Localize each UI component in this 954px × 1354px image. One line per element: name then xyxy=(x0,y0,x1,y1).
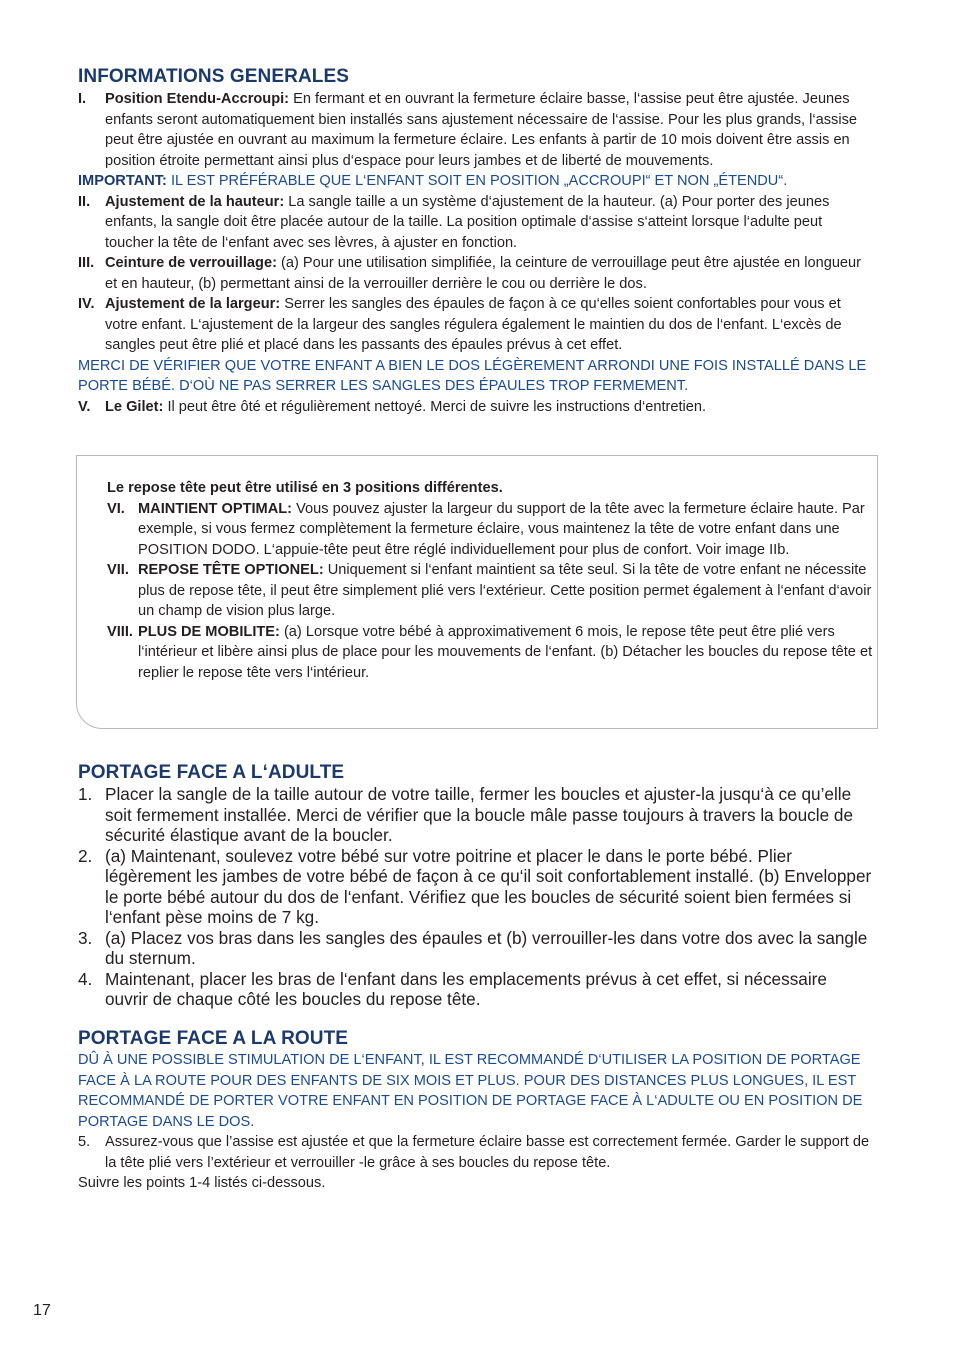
list-item xyxy=(78,294,874,356)
list-item xyxy=(78,397,874,418)
list-item xyxy=(78,192,874,254)
important-text: IL EST PRÉFÉRABLE QUE L‘ENFANT SOIT EN POSITION „ACCROUPI“ ET NON „ÉTENDU“. xyxy=(166,173,788,189)
item-text: La sangle taille a un système d‘ajustement de la hauteur. (a) Pour porter des jeunes enfants, la sangle doit être placée autour de la taille. La position optimale d‘assise s‘atteint lorsque l‘adulte peut toucher la tête de l‘enfant avec ses lèvres, à ajuster en fonction. xyxy=(105,193,830,251)
item-text: En fermant et en ouvrant la fermeture éclaire basse, l‘assise peut être ajustée. Jeunes enfants seront automatiquement bien installés sans ajustement nécessaire de l‘assise. Pour les plus grands, l‘assise peut être ajustée en ouvrant au maximum la fermeture éclaire. Les enfants à partir de 10 mois doivent être assis en position étroite permettant ainsi plus d‘espace pour leurs jambes et de liberté de mouvements. xyxy=(105,91,857,169)
section-title-portage-face-route: PORTAGE FACE A LA ROUTE xyxy=(78,1028,349,1049)
list-item xyxy=(78,784,874,846)
item-number: VIII. xyxy=(107,623,133,640)
item-number: V. xyxy=(78,398,91,415)
adult-facing-steps xyxy=(78,784,874,1010)
merci-note: MERCI DE VÉRIFIER QUE VOTRE ENFANT A BIEN LE DOS LÉGÈREMENT ARRONDI UNE FOIS INSTALLÉ DANS LE PORTE BÉBÉ. D‘OÙ NE PAS SERRER LES SANGLES DES ÉPAULES TROP FERMEMENT. xyxy=(78,357,867,394)
box-heading: Le repose tête peut être utilisé en 3 positions différentes. xyxy=(107,480,503,496)
list-item xyxy=(78,846,874,928)
item-label: Ajustement de la largeur: xyxy=(105,296,281,312)
section-title-portage-face-adulte: PORTAGE FACE A L‘ADULTE xyxy=(78,762,345,783)
item-number: 1. xyxy=(78,784,93,804)
list-item xyxy=(78,969,874,1010)
list-item xyxy=(78,253,874,294)
item-label: MAINTIENT OPTIMAL: xyxy=(138,500,293,517)
item-label: Ceinture de verrouillage: xyxy=(105,255,277,271)
item-number: 5. xyxy=(78,1134,91,1150)
item-label: Le Gilet: xyxy=(105,398,164,415)
item-text: Il peut être ôté et régulièrement nettoyé. Merci de suivre les instructions d‘entretien. xyxy=(163,398,707,415)
item-label: REPOSE TÊTE OPTIONEL: xyxy=(138,562,324,578)
list-item xyxy=(107,560,873,622)
item-text: Placer la sangle de la taille autour de votre taille, fermer les boucles et ajuster-la jusqu‘à ce qu’elle soit fermement installée. Merci de vérifier que la boucle mâle passe toujours à travers la boucle de sécurité élastique avant de la boucler. xyxy=(105,784,854,845)
item-number: VI. xyxy=(107,500,125,517)
item-text: Uniquement si l‘enfant maintient sa tête seul. Si la tête de votre enfant ne nécessite plus de repose tête, il peut être simplement plié vers l‘extérieur. Cette position permet également à l‘enfant d‘avoir un champ de vision plus large. xyxy=(138,562,872,619)
footer-instruction: Suivre les points 1-4 listés ci-dessous. xyxy=(78,1175,326,1191)
item-text: (a) Lorsque votre bébé à approximativement 6 mois, le repose tête peut être plié vers l‘intérieur et libère ainsi plus de place pour les mouvements de l‘enfant. (b) Détacher les boucles du repose tête et replier le repose tête vers l‘intérieur. xyxy=(138,623,873,681)
list-item xyxy=(107,499,873,561)
item-label: Position Etendu-Accroupi: xyxy=(105,91,290,107)
item-number: VII. xyxy=(107,562,129,578)
list-item xyxy=(78,928,874,969)
item-text: (a) Maintenant, soulevez votre bébé sur votre poitrine et placer le dans le porte bébé. Plier légèrement les jambes de votre bébé de façon à ce qu‘il soit confortablement installé. (b) Envelopper le porte bébé autour du dos de l‘enfant. Vérifiez que les boucles de sécurité soient bien fermées si l‘enfant pèse moins de 7 kg. xyxy=(105,845,872,927)
item-number: 4. xyxy=(78,968,93,989)
item-number: 3. xyxy=(78,927,93,948)
general-info-list xyxy=(78,89,874,417)
item-text: Vous pouvez ajuster la largeur du support de la tête avec la fermeture éclaire haute. Par exemple, si vous fermez complètement la fermeture éclaire, vous maintenez la tête de votre enfant dans une POSITION DODO. L‘appuie-tête peut être réglé individuellement pour plus de confort. Voir image IIb. xyxy=(138,500,865,558)
item-text: (a) Placez vos bras dans les sangles des épaules et (b) verrouiller-les dans votre dos avec la sangle du sternum. xyxy=(105,927,868,968)
page-number: 17 xyxy=(33,1302,51,1319)
section-title-informations-generales: INFORMATIONS GENERALES xyxy=(78,66,350,87)
road-facing-content xyxy=(78,1050,874,1194)
head-rest-list xyxy=(107,478,873,683)
list-item xyxy=(78,1132,874,1173)
item-text: Maintenant, placer les bras de l‘enfant dans les emplacements prévus à cet effet, si nécessaire ouvrir de chaque côté les boucles du repose tête. xyxy=(105,968,827,1009)
road-facing-warning: DÛ À UNE POSSIBLE STIMULATION DE L‘ENFANT, IL EST RECOMMANDÉ D‘UTILISER LA POSITION DE PORTAGE FACE À LA ROUTE POUR DES ENFANTS DE SIX MOIS ET PLUS. POUR DES DISTANCES PLUS LONGUES, IL EST RECOMMANDÉ DE PORTER VOTRE ENFANT EN POSITION DE PORTAGE FACE À L‘ADULTE OU EN POSITION DE PORTAGE DANS LE DOS. xyxy=(78,1052,863,1130)
item-text: (a) Pour une utilisation simplifiée, la ceinture de verrouillage peut être ajustée en longueur et en hauteur, (b) permettant ainsi de la verrouiller derrière le cou ou derrière le dos. xyxy=(105,255,862,292)
item-text: Assurez-vous que l’assise est ajustée et que la fermeture éclaire basse est correctement fermée. Garder le support de la tête plié vers l’extérieur et verrouiller -le grâce à ses boucles du repose tête. xyxy=(105,1134,870,1171)
item-label: PLUS DE MOBILITE: xyxy=(138,623,280,640)
item-number: IV. xyxy=(78,296,95,312)
item-number: II. xyxy=(78,193,91,210)
item-label: Ajustement de la hauteur: xyxy=(105,193,285,210)
item-number: 2. xyxy=(78,845,93,866)
important-label: IMPORTANT: xyxy=(78,173,167,189)
item-number: I. xyxy=(78,91,87,107)
list-item xyxy=(78,89,874,171)
item-text: Serrer les sangles des épaules de façon à ce qu‘elles soient confortables pour vous et votre enfant. L‘ajustement de la largeur des sangles régulera également le maintien du dos de l‘enfant. L‘excès de sangles peut être plié et placé dans les passants des épaules prévus à cet effet. xyxy=(105,296,842,353)
important-note xyxy=(78,171,874,192)
list-item xyxy=(107,622,873,684)
item-number: III. xyxy=(78,255,95,271)
